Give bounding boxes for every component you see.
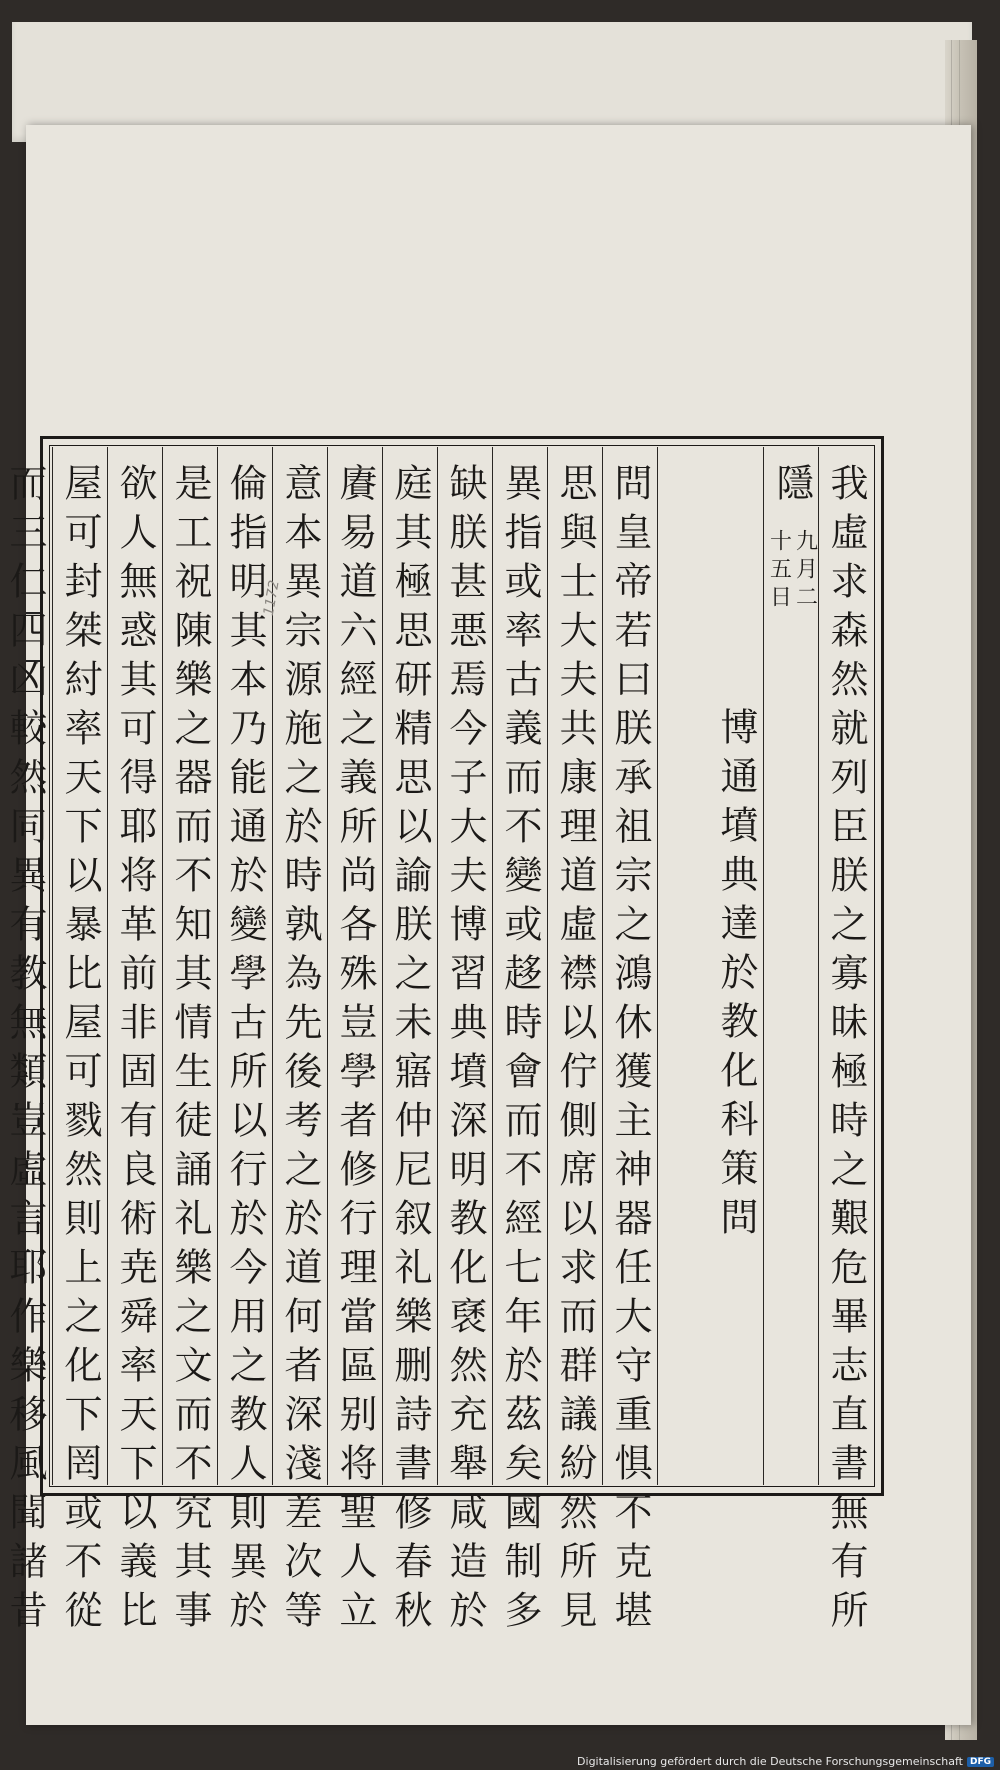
text-column-2 [763, 447, 818, 1485]
text-column-14 [52, 447, 107, 1639]
column-text: 賡易道六經之義所尚各殊豈學者修行理當區别将聖人立 [333, 463, 377, 1639]
text-columns [3, 447, 873, 1639]
text-column-6 [492, 447, 547, 1639]
column-text: 意本異宗源施之於時孰為先後考之於道何者深淺差次等 [278, 463, 322, 1639]
text-frame [3, 436, 884, 1639]
text-column-5 [547, 447, 602, 1639]
column-text: 缺朕甚悪焉今子大夫博習典墳深明教化褎然充舉咸造於 [443, 463, 487, 1639]
text-column-13 [107, 447, 162, 1639]
text-column-12 [162, 447, 217, 1639]
column-text: 問皇帝若曰朕承祖宗之鴻休獲主神器任大守重惧不克堪 [608, 463, 652, 1639]
text-column-7 [437, 447, 492, 1639]
digitization-credit [577, 1755, 994, 1768]
column-text: 倫指明其本乃能通於變學古所以行於今用之教人則異於 [223, 463, 267, 1639]
column-text: 隱 [770, 463, 814, 501]
column-text: 而三仁四凶較然同異有教無類豈虛言耶作樂移風聞諸昔 [3, 463, 47, 1639]
text-column-8 [382, 447, 437, 1639]
back-page [12, 22, 972, 142]
section-heading: 博通墳典達於教化科策問 [714, 707, 758, 1246]
column-text: 庭其極思研精思以諭朕之未寤仲尼叙礼樂删詩書修春秋 [388, 463, 432, 1639]
annotation-right: 九月二 [792, 529, 818, 613]
column-text: 我虛求森然就列臣朕之寡昧極時之艱危畢志直書無有所 [824, 463, 868, 1639]
dfg-logo: DFG [967, 1757, 994, 1767]
text-column-1 [818, 447, 873, 1639]
date-annotation [764, 529, 819, 613]
pencil-note: 1172 [260, 579, 283, 617]
column-text: 屋可封桀紂率天下以暴比屋可戮然則上之化下罔或不從 [58, 463, 102, 1639]
text-column-15 [0, 447, 52, 1639]
text-column-9 [327, 447, 382, 1639]
column-text: 是工祝陳樂之器而不知其情生徒誦礼樂之文而不究其事 [168, 463, 212, 1639]
column-text: 欲人無惑其可得耶将革前非固有良術尭舜率天下以義比 [113, 463, 157, 1639]
column-text: 異指或率古義而不變或趍時會而不經七年於茲矣國制多 [498, 463, 542, 1639]
text-column-4 [602, 447, 657, 1639]
credit-text: Digitalisierung gefördert durch die Deutsche Forschungsgemeinschaft [577, 1755, 963, 1768]
text-column-10 [272, 447, 327, 1639]
text-column-heading [657, 447, 763, 1485]
annotation-left: 十五日 [766, 529, 792, 613]
column-text: 思與士大夫共康理道虛襟以佇側席以求而群議紛然所見 [553, 463, 597, 1639]
